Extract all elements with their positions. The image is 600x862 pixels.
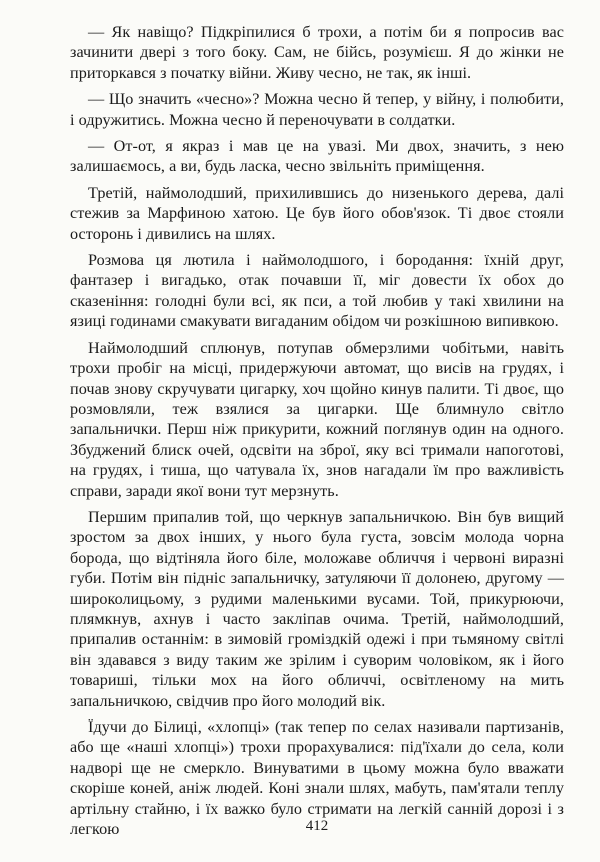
page-number: 412 xyxy=(305,818,329,834)
dialogue-paragraph: — Що значить «чесно»? Можна чесно й тепер, у війну, і полюбити, і одружитись. Можна чесно й переночувати в солдатки. xyxy=(70,90,564,129)
dialogue-paragraph: — От-от, я якраз і мав це на увазі. Ми двох, значить, з нею залишаємось, а ви, будь ласка, чесно звільніть приміщення. xyxy=(70,137,564,176)
body-paragraph: Третій, наймолодший, прихилившись до низенького дерева, далі стежив за Марфиною хатою. Це був його обов'язок. Ті двоє стояли осторонь і дивились на шлях. xyxy=(70,183,564,243)
body-paragraph: Першим припалив той, що черкнув запальничкою. Він був вищий зростом за двох інших, у нього була густа, зовсім молода чорна борода, що відтіняла його біле, моложаве обличчя і червоні виразні губи. Потім він підніс запальничку, затуляючи її долонею, другому — широколицьому, з рудими маленькими вусами. Той, прикурюючи, плямкнув, ахнув і часто заклiпав очима. Третій, наймолодший, припалив останнім: в зимовій громіздкій одежі і при тьмяному світлі він здавався з виду таким же зрілим і суворим чоловіком, як і його товариші, тільки мох на його обличчі, освітленому на мить запальничкою, свідчив про його молодий вік. xyxy=(70,507,564,710)
body-paragraph: Наймолодший сплюнув, потупав обмерзлими чобітьми, навіть трохи пробіг на місці, придержуючи автомат, що висів на грудях, і почав знову скручувати цигарку, хоч щойно кинув палити. Ті двоє, що розмовляли, теж взялися за цигарки. Ще блимнуло світло запальнички. Перш ніж прикурити, кожний поглянув один на одного. Збуджений блиск очей, одсвіти на зброї, яку всі тримали напоготові, на грудях, і тиша, що чатувала їх, знов нагадали їм про важливість справи, заради якої вони тут мерзнуть. xyxy=(70,338,564,500)
dialogue-paragraph: — Як навіщо? Підкріпилися б трохи, а потім би я попросив вас зачинити двері з того боку. Сам, не бійсь, розумієш. Я до жінки не приторкався з початку війни. Живу чесно, не так, як інші. xyxy=(70,23,564,82)
body-paragraph: Розмова ця лютила і наймолодшого, і бородання: їхній друг, фантазер і вигадько, отак почавши її, міг довести їх обох до сказеніння: голодні були всі, як пси, а той любив у такі хвилини на язиці годинами смакувати вигаданим обідом чи розкішною випивкою. xyxy=(70,251,564,331)
body-paragraph: Їдучи до Білиці, «хлопці» (так тепер по селах називали партизанів, або ще «наші хлопці») трохи прорахувалися: під'їхали до села, коли надворі ще не смеркло. Винуватими в цьому можна було вважати скоріше коней, аніж людей. Коні знали шлях, мабуть, пам'ятали теплу артільну стайню, і їх важко було стримати на легкій санній дорозі і з легкою xyxy=(70,718,564,839)
